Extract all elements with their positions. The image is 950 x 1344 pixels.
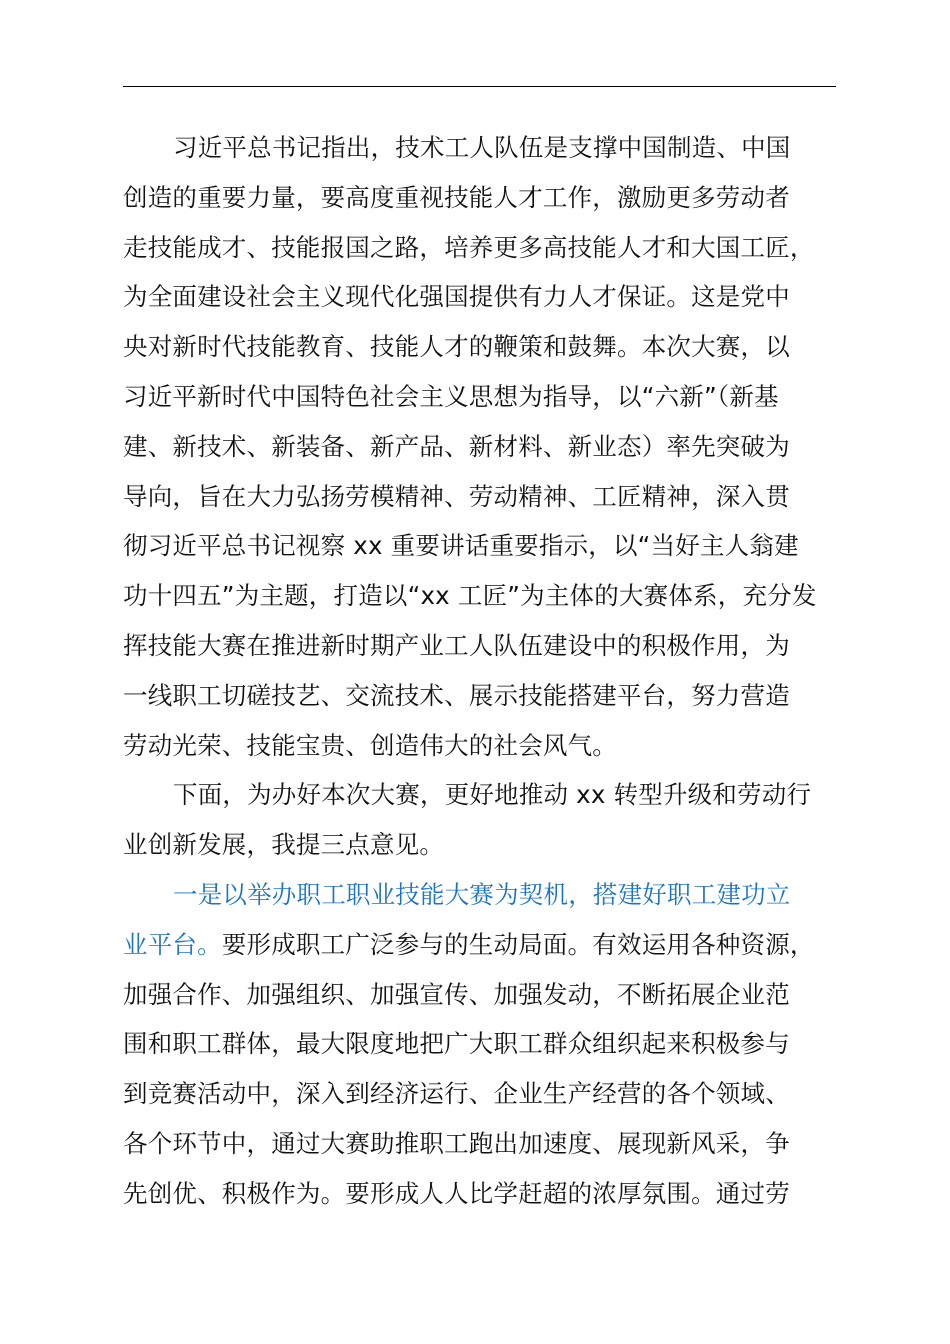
text-line: 下面，为办好本次大赛，更好地推动 xx 转型升级和劳动行 bbox=[173, 780, 812, 810]
text-line: 建、新技术、新装备、新产品、新材料、新业态）率先突破为 bbox=[123, 431, 790, 461]
text-line: 各个环节中，通过大赛助推职工跑出加速度、展现新风采，争 bbox=[123, 1128, 790, 1158]
text-line: 习近平新时代中国特色社会主义思想为指导，以“六新”（新基 bbox=[123, 381, 779, 411]
text-line: 为全面建设社会主义现代化强国提供有力人才保证。这是党中 bbox=[123, 282, 790, 312]
text-line: 彻习近平总书记视察 xx 重要讲话重要指示，以“当好主人翁建 bbox=[123, 531, 799, 561]
text-line: 央对新时代技能教育、技能人才的鞭策和鼓舞。本次大赛，以 bbox=[123, 332, 790, 362]
text-line: 加强合作、加强组织、加强宣传、加强发动，不断拓展企业范 bbox=[123, 979, 790, 1009]
header-rule bbox=[123, 86, 836, 87]
text-line: 习近平总书记指出，技术工人队伍是支撑中国制造、中国 bbox=[173, 133, 791, 162]
text-line: 功十四五”为主题，打造以“xx 工匠”为主体的大赛体系，充分发 bbox=[123, 581, 817, 611]
text-line-mixed bbox=[123, 920, 836, 970]
text-line: 一线职工切磋技艺、交流技术、展示技能搭建平台，努力营造 bbox=[123, 680, 790, 710]
text-line: 走技能成才、技能报国之路，培养更多高技能人才和大国工匠， bbox=[123, 232, 815, 262]
text-line: 导向，旨在大力弘扬劳模精神、劳动精神、工匠精神，深入贯 bbox=[123, 481, 790, 511]
text-line: 创造的重要力量，要高度重视技能人才工作，激励更多劳动者 bbox=[123, 182, 790, 212]
text-line: 先创优、积极作为。要形成人人比学赶超的浓厚氛围。通过劳 bbox=[123, 1178, 790, 1208]
text-line-rest: 要形成职工广泛参与的生动局面。有效运用各种资源， bbox=[221, 929, 815, 959]
text-line: 业创新发展，我提三点意见。 bbox=[123, 830, 445, 860]
text-line: 围和职工群体，最大限度地把广大职工群众组织起来积极参与 bbox=[123, 1029, 790, 1059]
body-text bbox=[123, 123, 836, 1219]
text-line: 劳动光荣、技能宝贵、创造伟大的社会风气。 bbox=[123, 730, 617, 760]
text-line: 挥技能大赛在推进新时期产业工人队伍建设中的积极作用，为 bbox=[123, 630, 790, 660]
text-line: 到竞赛活动中，深入到经济运行、企业生产经营的各个领域、 bbox=[123, 1079, 790, 1109]
section-heading-line: 一是以举办职工职业技能大赛为契机，搭建好职工建功立 bbox=[173, 879, 791, 909]
section-heading-tail: 业平台。 bbox=[123, 929, 222, 959]
